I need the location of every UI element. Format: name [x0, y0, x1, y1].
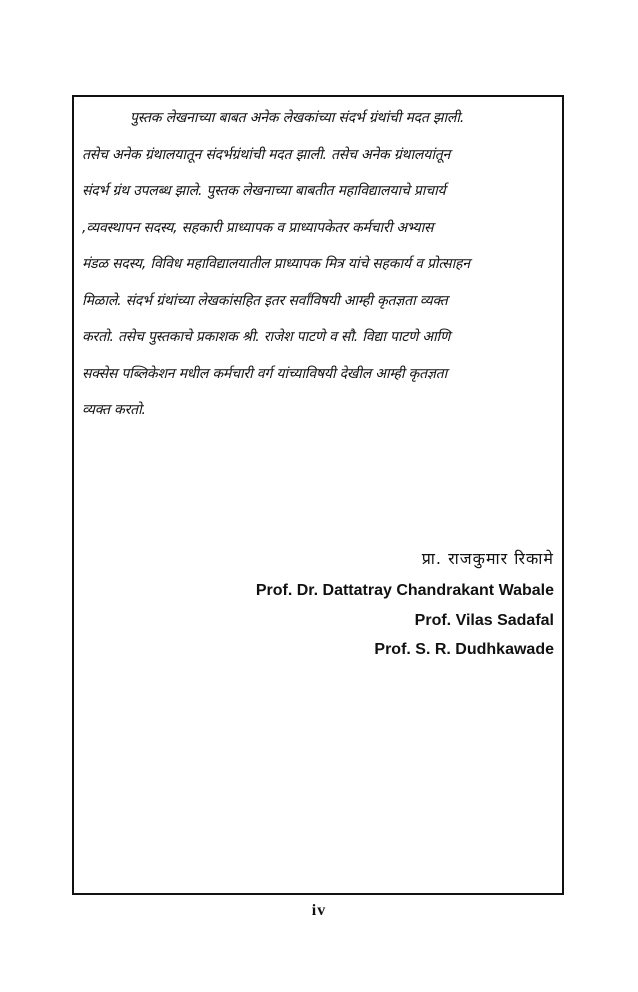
signature-name: Prof. S. R. Dudhkawade [374, 641, 554, 658]
paragraph-line: करतो. तसेच पुस्तकाचे प्रकाशक श्री. राजेश पाटणे व सौ. विद्या पाटणे आणि [82, 329, 451, 345]
signature-marathi-name: प्रा. राजकुमार रिकामे [421, 549, 554, 568]
paragraph-line: सक्सेस पब्लिकेशन मधील कर्मचारी वर्ग यांच्याविषयी देखील आम्ही कृतज्ञता [82, 365, 448, 382]
signature-name: Prof. Vilas Sadafal [414, 611, 554, 629]
signature-name: Prof. Dr. Dattatray Chandrakant Wabale [255, 582, 554, 599]
paragraph-line: तसेच अनेक ग्रंथालयातून संदर्भग्रंथांची मदत झाली. तसेच अनेक ग्रंथालयांतून [82, 146, 451, 163]
paragraph-line: ,व्यवस्थापन सदस्य, सहकारी प्राध्यापक व प्राध्यापकेतर कर्मचारी अभ्यास [82, 219, 434, 236]
paragraph-line: संदर्भ ग्रंथ उपलब्ध झाले. पुस्तक लेखनाच्या बाबतीत महाविद्यालयाचे प्राचार्य [82, 183, 446, 199]
acknowledgement-paragraph [82, 100, 562, 429]
paragraph-line: पुस्तक लेखनाच्या बाबत अनेक लेखकांच्या संदर्भ ग्रंथांची मदत झाली. [130, 110, 465, 126]
paragraph-line: मंडळ सदस्य, विविध महाविद्यालयातील प्राध्यापक मित्र यांचे सहकार्य व प्रोत्साहन [82, 256, 470, 272]
page-number: iv [311, 902, 327, 919]
signature-block [256, 542, 554, 665]
paragraph-line: व्यक्त करतो. [82, 402, 146, 418]
paragraph-line: मिळाले. संदर्भ ग्रंथांच्या लेखकांसहित इतर सर्वांविषयी आम्ही कृतज्ञता व्यक्त [82, 292, 448, 309]
